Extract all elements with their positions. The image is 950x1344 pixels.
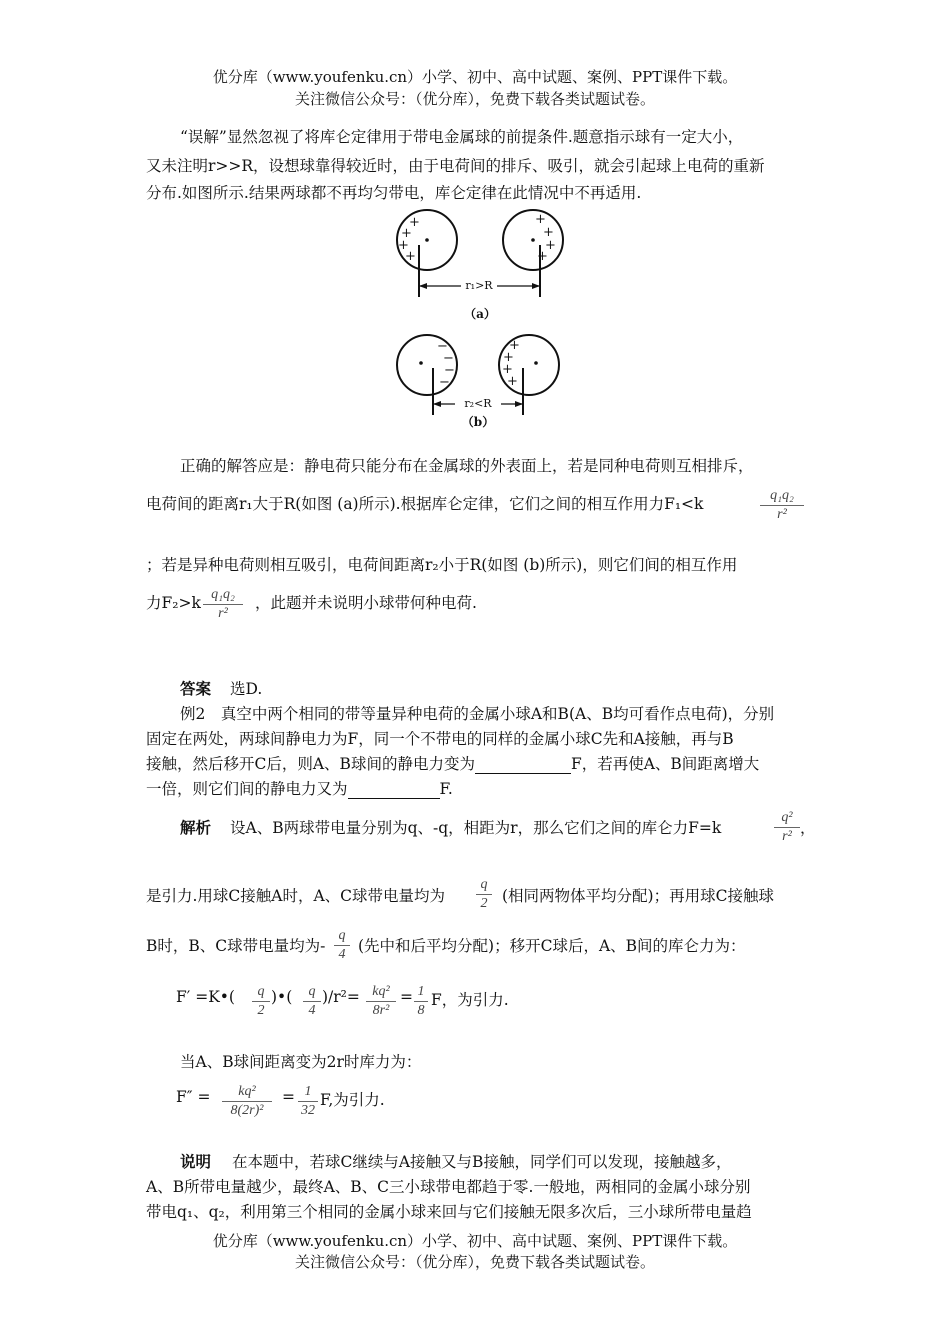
eq1-part-e: F，为引力. [431,991,509,1009]
fraction-numerator: q [308,984,316,999]
fraction-q1q2-over-r2-b [203,587,243,622]
fraction-numerator: q₁q₂ [211,587,235,602]
eq1-frac-1-8 [414,984,428,1019]
fraction-q-over-2 [476,877,492,912]
plus-sign: + [405,249,416,264]
fraction-denominator: r² [782,829,792,844]
example2-line-4 [146,777,453,799]
plus-sign: + [503,350,514,365]
eq2-frac-1-32 [298,1084,318,1119]
example2-line-3 [146,752,759,774]
when-2r-line: 当A、B球间距离变为2r时库力为： [180,1053,422,1071]
fraction-numerator: q₁q₂ [770,488,794,503]
correct-line-3: ；若是异种电荷则相互吸引，电荷间距离r₂小于R(如图 (b)所示)，则它们间的相互作用 [146,556,738,574]
fraction-numerator: q² [781,810,793,825]
eq1-part-b: )•( [271,988,293,1006]
answer-label: 答案 [180,679,212,698]
plus-sign: + [398,238,409,253]
analysis-line-3b: (先中和后平均分配)；移开C球后，A、B间的库仑力为： [358,937,746,955]
header-line-2: 关注微信公众号：（优分库），免费下载各类试题试卷。 [294,90,655,108]
plus-sign: + [509,338,520,353]
analysis-line-2b: (相同两物体平均分配)；再用球C接触球 [502,887,774,905]
fraction-q2-over-r2 [774,810,800,845]
correct-line-2: 电荷间的距离r₁大于R(如图 (a)所示).根据库仑定律，它们之间的相互作用力F₁<k [146,495,704,513]
eq1-part-c: )/r²= [322,988,360,1006]
eq2-frac-kq2-8-2r2 [222,1084,272,1119]
caption-a: （a） [464,307,496,321]
note-label: 说明 [180,1152,212,1171]
eq2-part-b: = [282,1088,295,1106]
fraction-denominator: r² [218,606,228,621]
analysis-line-1: 设A、B两球带电量分别为q、-q，相距为r，那么它们之间的库仑力F=k [230,819,722,837]
footer-line-1: 优分库（www.youfenku.cn）小学、初中、高中试题、案例、PPT课件下载。 [212,1232,738,1250]
eq1-frac-q-2 [252,984,270,1019]
eq1-frac-kq2-8r2 [366,984,396,1019]
fraction-denominator: 4 [338,947,346,962]
correct-line-1: 正确的解答应是：静电荷只能分布在金属球的外表面上，若是同种电荷则互相排斥， [180,457,754,475]
distance-label-b: r₂<R [464,397,492,410]
header-line-1: 优分库（www.youfenku.cn）小学、初中、高中试题、案例、PPT课件下载。 [212,68,738,86]
answer-text: 选D. [230,680,263,698]
fraction-numerator: kq² [372,984,390,999]
plus-sign: + [537,249,548,264]
minus-sign: − [437,339,448,354]
note-line-1: 在本题中，若球C继续与A接触又与B接触，同学们可以发现，接触越多， [232,1153,732,1171]
intro-line-3: 分布.如图所示.结果两球都不再均匀带电，库仑定律在此情况中不再适用. [146,184,642,202]
example2-line-1: 例2 真空中两个相同的带等量异种电荷的金属小球A和B(A、B均可看作点电荷)，分别 [180,705,775,723]
fraction-denominator: 2 [480,896,488,911]
fraction-denominator: 4 [308,1003,316,1018]
fraction-denominator: 32 [301,1103,315,1118]
fraction-numerator: kq² [238,1084,256,1099]
minus-sign: − [444,363,455,378]
answer-blank-2[interactable] [348,780,440,799]
fraction-numerator: q [338,928,346,943]
footer-line-2: 关注微信公众号：（优分库），免费下载各类试题试卷。 [294,1253,655,1271]
plus-sign: + [543,225,554,240]
example2-line-2: 固定在两处，两球间静电力为F，同一个不带电的同样的金属小球C先和A接触，再与B [146,730,734,748]
eq2-part-a: F″ = [176,1088,211,1106]
answer-blank-1[interactable] [475,755,571,774]
fraction-denominator: 8(2r)² [230,1103,264,1118]
plus-sign: + [401,226,412,241]
minus-sign: − [443,351,454,366]
fraction-q-over-4 [334,928,350,963]
intro-line-1: “误解”显然忽视了将库仑定律用于带电金属球的前提条件.题意指示球有一定大小， [180,128,744,146]
correct-line-4a: 力F₂>k [146,594,201,612]
eq1-part-d: = [400,988,413,1006]
example2-line-3-start: 接触，然后移开C后，则A、B球间的静电力变为 [146,755,475,773]
example2-line-4-end: F. [439,780,453,798]
eq1-part-a: F′ =K•( [176,988,235,1006]
eq1-frac-q-4 [303,984,321,1019]
analysis-line-2a: 是引力.用球C接触A时，A、C球带电量均为 [146,887,446,905]
eq2-part-c: F,为引力. [320,1091,385,1109]
fraction-numerator: q [257,984,265,999]
plus-sign: + [409,215,420,230]
analysis-line-3a: B时，B、C球带电量均为- [146,937,326,955]
minus-sign: − [439,375,450,390]
distance-label-a: r₁>R [465,279,493,292]
fraction-denominator: r² [777,507,787,522]
plus-sign: + [502,362,513,377]
plus-sign: + [507,374,518,389]
fraction-numerator: q [480,877,488,892]
fraction-denominator: 8r² [372,1003,390,1018]
plus-sign: + [535,212,546,227]
analysis-line-1-end: ， [800,819,816,837]
fraction-q1q2-over-r2 [760,488,804,523]
note-line-3: 带电q₁、q₂，利用第三个相同的金属小球来回与它们接触无限多次后，三小球所带电量趋 [146,1203,752,1221]
fraction-denominator: 8 [417,1003,425,1018]
caption-b: （b） [461,415,495,429]
fraction-denominator: 2 [257,1003,265,1018]
fraction-numerator: 1 [304,1084,312,1099]
example2-line-4-start: 一倍，则它们间的静电力又为 [146,780,348,798]
note-line-2: A、B所带电量越少，最终A、B、C三小球带电都趋于零.一般地，两相同的金属小球分别 [146,1178,751,1196]
plus-sign: + [545,238,556,253]
intro-line-2: 又未注明r>>R，设想球靠得较近时，由于电荷间的排斥、吸引，就会引起球上电荷的重新 [146,157,765,175]
charge-distribution-figure [385,200,575,435]
example2-line-3-end: F，若再使A、B间距离增大 [570,755,760,773]
correct-line-4b: ，此题并未说明小球带何种电荷. [255,594,477,612]
fraction-numerator: 1 [417,984,425,999]
analysis-label: 解析 [180,818,212,837]
